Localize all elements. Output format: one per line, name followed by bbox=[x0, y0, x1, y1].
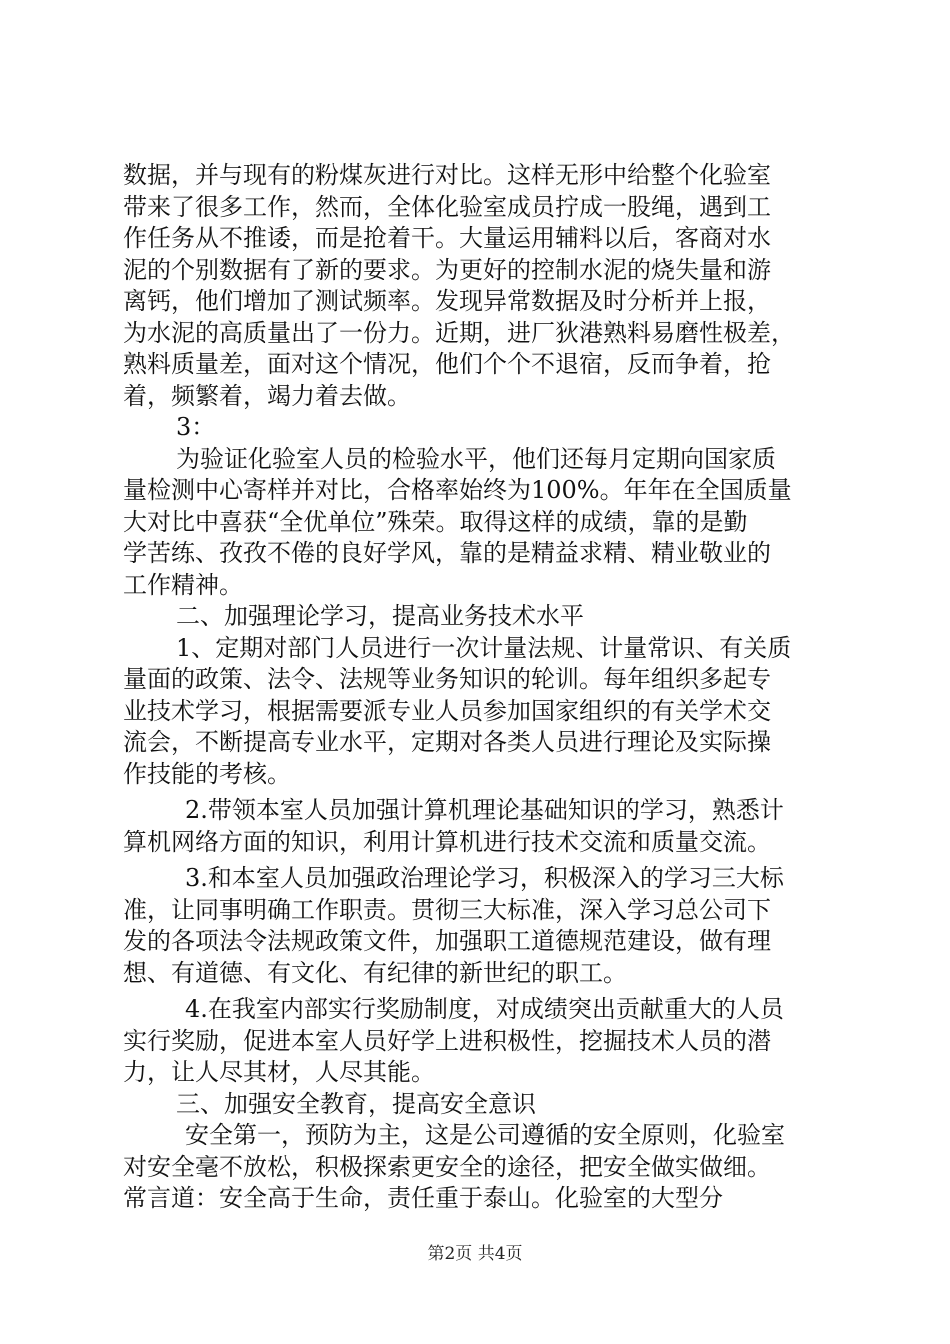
body-line: 算机网络方面的知识，利用计算机进行技术交流和质量交流。 bbox=[123, 827, 771, 856]
body-line: 量检测中心寄样并对比，合格率始终为100%。年年在全国质量 bbox=[123, 476, 792, 504]
paragraph-first-line: 4.在我室内部实行奖励制度，对成绩突出贡献重大的人员 bbox=[185, 995, 784, 1023]
paragraph-first-line: 2.带领本室人员加强计算机理论基础知识的学习，熟悉计 bbox=[185, 796, 784, 824]
body-line: 作任务从不推诿，而是抢着干。大量运用辅料以后，客商对水 bbox=[123, 224, 771, 252]
paragraph-first-line: 3.和本室人员加强政治理论学习，积极深入的学习三大标 bbox=[185, 864, 784, 892]
body-line: 数据，并与现有的粉煤灰进行对比。这样无形中给整个化验室 bbox=[123, 161, 771, 189]
paragraph-first-line: 安全第一，预防为主，这是公司遵循的安全原则，化验室 bbox=[185, 1121, 785, 1149]
body-line: 准，让同事明确工作职责。贯彻三大标准，深入学习总公司下 bbox=[123, 895, 771, 924]
body-line: 带来了很多工作，然而，全体化验室成员拧成一股绳，遇到工 bbox=[123, 192, 771, 221]
paragraph-first-line: 3： bbox=[176, 413, 216, 441]
body-line: 想、有道德、有文化、有纪律的新世纪的职工。 bbox=[123, 958, 627, 987]
body-line: 熟料质量差，面对这个情况，他们个个不退宿，反而争着，抢 bbox=[123, 350, 771, 378]
page-footer: 第2页 共4页 bbox=[427, 1244, 523, 1264]
paragraph-first-line: 为验证化验室人员的检验水平，他们还每月定期向国家质 bbox=[176, 444, 776, 473]
body-line: 着，频繁着，竭力着去做。 bbox=[123, 381, 411, 410]
body-line: 常言道：安全高于生命，责任重于泰山。化验室的大型分 bbox=[123, 1184, 723, 1212]
body-line: 为水泥的高质量出了一份力。近期，进厂狄港熟料易磨性极差， bbox=[123, 318, 795, 347]
body-line: 泥的个别数据有了新的要求。为更好的控制水泥的烧失量和游 bbox=[123, 255, 771, 284]
body-line: 大对比中喜获“全优单位”殊荣。取得这样的成绩，靠的是勤 bbox=[123, 507, 748, 536]
body-line: 学苦练、孜孜不倦的良好学风，靠的是精益求精、精业敬业的 bbox=[123, 539, 771, 567]
body-line: 作技能的考核。 bbox=[123, 759, 291, 788]
body-line: 业技术学习，根据需要派专业人员参加国家组织的有关学术交 bbox=[123, 696, 771, 725]
section-heading: 二、加强理论学习，提高业务技术水平 bbox=[176, 602, 584, 630]
body-line: 工作精神。 bbox=[123, 570, 243, 599]
section-heading: 三、加强安全教育，提高安全意识 bbox=[176, 1089, 536, 1118]
body-line: 实行奖励，促进本室人员好学上进积极性，挖掘技术人员的潜 bbox=[123, 1026, 771, 1055]
paragraph-first-line: 1、定期对部门人员进行一次计量法规、计量常识、有关质 bbox=[176, 633, 792, 662]
body-line: 离钙，他们增加了测试频率。发现异常数据及时分析并上报， bbox=[123, 287, 771, 315]
body-line: 对安全毫不放松，积极探索更安全的途径，把安全做实做细。 bbox=[123, 1152, 771, 1181]
body-line: 量面的政策、法令、法规等业务知识的轮训。每年组织多起专 bbox=[123, 665, 771, 693]
body-line: 力，让人尽其材，人尽其能。 bbox=[123, 1058, 435, 1086]
body-line: 发的各项法令法规政策文件，加强职工道德规范建设，做有理 bbox=[123, 927, 771, 955]
body-line: 流会，不断提高专业水平，定期对各类人员进行理论及实际操 bbox=[123, 728, 771, 756]
